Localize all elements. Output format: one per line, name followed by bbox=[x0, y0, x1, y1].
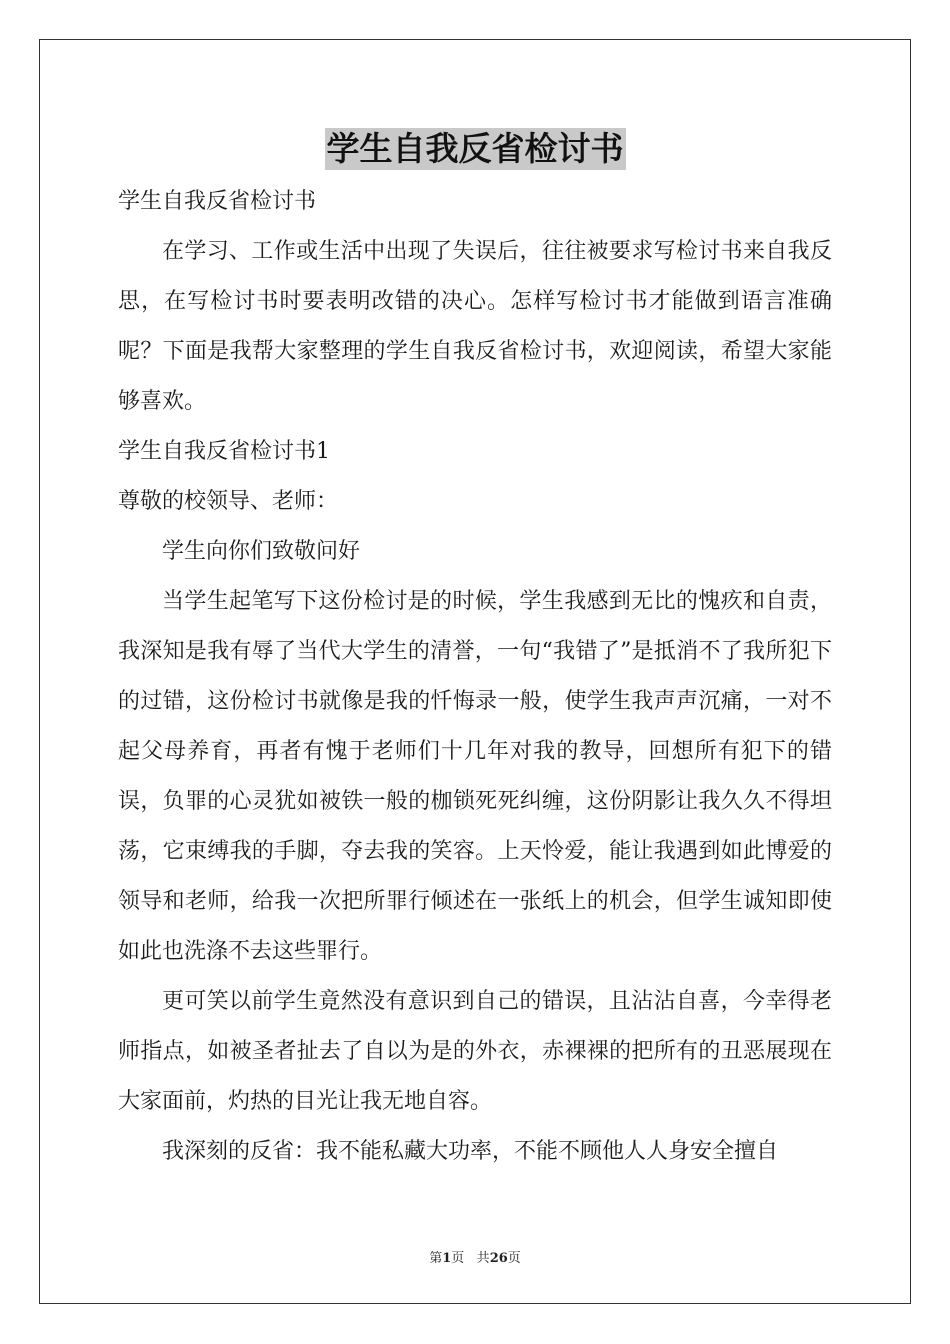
document-body bbox=[118, 177, 832, 1177]
paragraph: 学生向你们致敬问好 bbox=[162, 539, 361, 564]
paragraph: 当学生起笔写下这份检讨是的时候，学生我感到无比的愧疚和自责，我深知是我有辱了当代大学生的清誉，一句“我错了”是抵消不了我所犯下的过错，这份检讨书就像是我的忏悔录一般，使学生我声声沉痛，一对不起父母养育，再者有愧于老师们十几年对我的教导，回想所有犯下的错误，负罪的心灵犹如被铁一般的枷锁死死纠缠，这份阴影让我久久不得坦荡，它束缚我的手脚，夺去我的笑容。上天怜爱，能让我遇到如此博爱的领导和老师，给我一次把所罪行倾述在一张纸上的机会，但学生诚知即使如此也洗涤不去这些罪行。 bbox=[118, 589, 832, 964]
total-suffix: 页 bbox=[507, 1251, 521, 1266]
title-container bbox=[0, 128, 950, 170]
page-number: 1 bbox=[442, 1251, 452, 1266]
total-pages: 26 bbox=[489, 1251, 508, 1266]
paragraph: 更可笑以前学生竟然没有意识到自己的错误，且沾沾自喜，今幸得老师指点，如被圣者扯去了自以为是的外衣，赤裸裸的把所有的丑恶展现在大家面前，灼热的目光让我无地自容。 bbox=[118, 989, 832, 1114]
paragraph: 我深刻的反省：我不能私藏大功率，不能不顾他人人身安全擅自 bbox=[162, 1139, 779, 1164]
paragraph: 在学习、工作或生活中出现了失误后，往往被要求写检讨书来自我反思，在写检讨书时要表明改错的决心。怎样写检讨书才能做到语言准确呢？下面是我帮大家整理的学生自我反省检讨书，欢迎阅读，希望大家能够喜欢。 bbox=[118, 239, 832, 414]
document-title: 学生自我反省检讨书 bbox=[326, 129, 624, 168]
paragraph: 学生自我反省检讨书 bbox=[118, 189, 317, 214]
page-prefix: 第 bbox=[429, 1251, 443, 1266]
paragraph: 尊敬的校领导、老师： bbox=[118, 489, 339, 514]
page-footer bbox=[0, 1247, 950, 1266]
total-prefix: 共 bbox=[476, 1251, 490, 1266]
paragraph: 学生自我反省检讨书1 bbox=[118, 439, 330, 464]
page-suffix: 页 bbox=[451, 1251, 465, 1266]
